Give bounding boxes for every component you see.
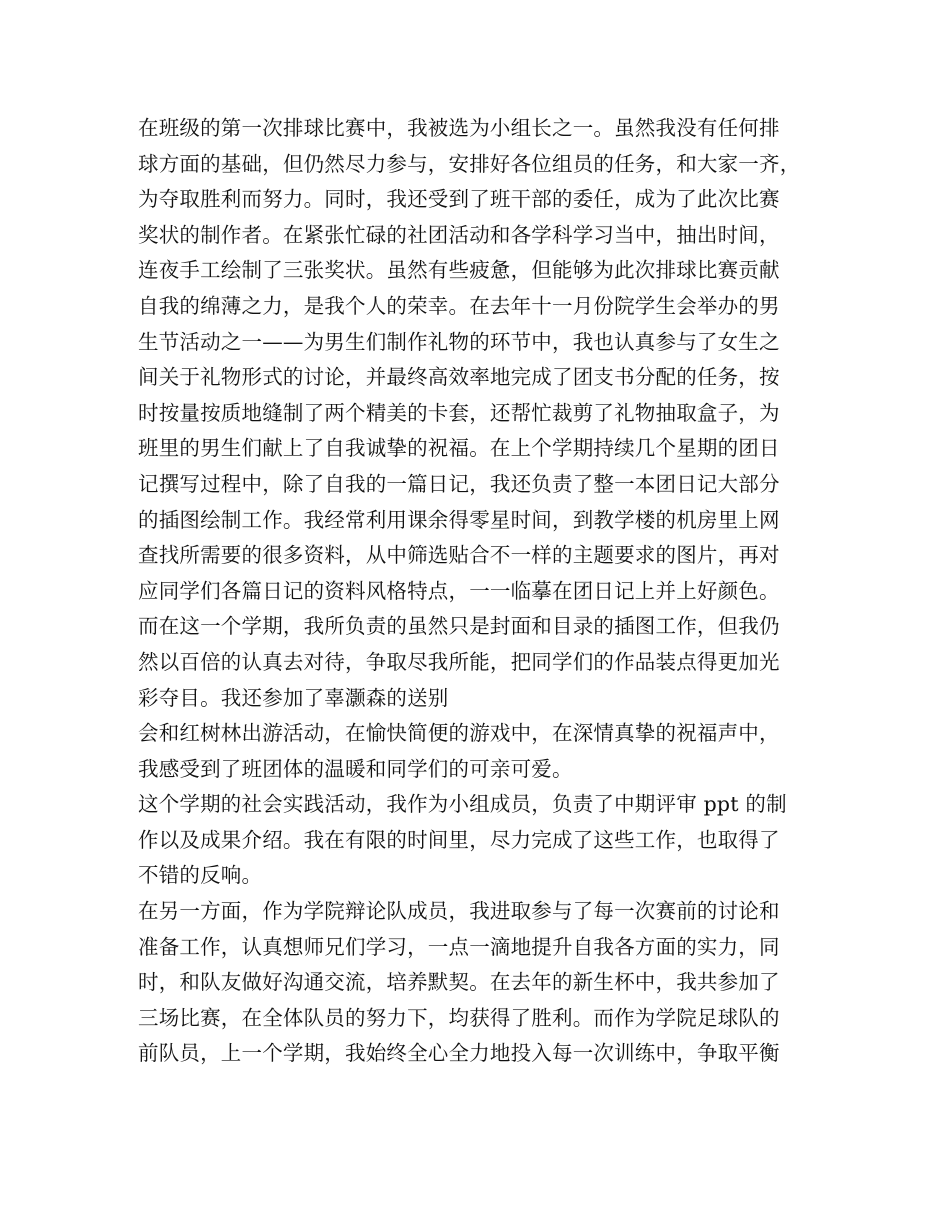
text-line: 时按量按质地缝制了两个精美的卡套，还帮忙裁剪了礼物抽取盒子，为	[138, 400, 780, 425]
text-line: 查找所需要的很多资料，从中筛选贴合不一样的主题要求的图片，再对	[138, 543, 780, 568]
text-line: 不错的反响。	[138, 863, 263, 888]
text-line: 为夺取胜利而努力。同时，我还受到了班干部的委任，成为了此次比赛	[138, 187, 780, 212]
text-line: 的插图绘制工作。我经常利用课余得零星时间，到教学楼的机房里上网	[138, 507, 780, 532]
text-line: 在班级的第一次排球比赛中，我被选为小组长之一。虽然我没有任何排	[138, 116, 780, 140]
text-line: 然以百倍的认真去对待，争取尽我所能，把同学们的作品装点得更加光	[138, 649, 780, 674]
text-line: 间关于礼物形式的讨论，并最终高效率地完成了团支书分配的任务，按	[138, 365, 780, 390]
text-line: 连夜手工绘制了三张奖状。虽然有些疲惫，但能够为此次排球比赛贡献	[138, 258, 780, 283]
text-line: 应同学们各篇日记的资料风格特点，一一临摹在团日记上并上好颜色。	[138, 578, 780, 603]
text-line: 班里的男生们献上了自我诚挚的祝福。在上个学期持续几个星期的团日	[138, 436, 780, 461]
text-line: 前队员，上一个学期，我始终全心全力地投入每一次训练中，争取平衡	[138, 1041, 780, 1066]
text-line: 我感受到了班团体的温暖和同学们的可亲可爱。	[138, 756, 573, 781]
text-line: 会和红树林出游活动，在愉快简便的游戏中，在深情真挚的祝福声中，	[138, 721, 780, 746]
text-line: 生节活动之一——为男生们制作礼物的环节中，我也认真参与了女生之	[138, 329, 780, 354]
body-text	[138, 111, 828, 1072]
text-line: 准备工作，认真想师兄们学习，一点一滴地提升自我各方面的实力，同	[138, 934, 780, 959]
text-line: 在另一方面，作为学院辩论队成员，我进取参与了每一次赛前的讨论和	[138, 899, 780, 924]
text-line: 球方面的基础，但仍然尽力参与，安排好各位组员的任务，和大家一齐，	[138, 151, 801, 176]
text-line: 记撰写过程中，除了自我的一篇日记，我还负责了整一本团日记大部分	[138, 471, 780, 496]
text-line: 自我的绵薄之力，是我个人的荣幸。在去年十一月份院学生会举办的男	[138, 293, 780, 318]
text-line: 三场比赛，在全体队员的努力下，均获得了胜利。而作为学院足球队的	[138, 1005, 780, 1030]
text-line: 这个学期的社会实践活动，我作为小组成员，负责了中期评审 ppt 的制	[138, 792, 787, 817]
text-line: 时，和队友做好沟通交流，培养默契。在去年的新生杯中，我共参加了	[138, 970, 780, 995]
text-line: 彩夺目。我还参加了辜灏森的送别	[138, 685, 449, 710]
text-line: 作以及成果介绍。我在有限的时间里，尽力完成了这些工作，也取得了	[138, 827, 780, 852]
text-line: 而在这一个学期，我所负责的虽然只是封面和目录的插图工作，但我仍	[138, 614, 780, 639]
text-line: 奖状的制作者。在紧张忙碌的社团活动和各学科学习当中，抽出时间，	[138, 222, 780, 247]
